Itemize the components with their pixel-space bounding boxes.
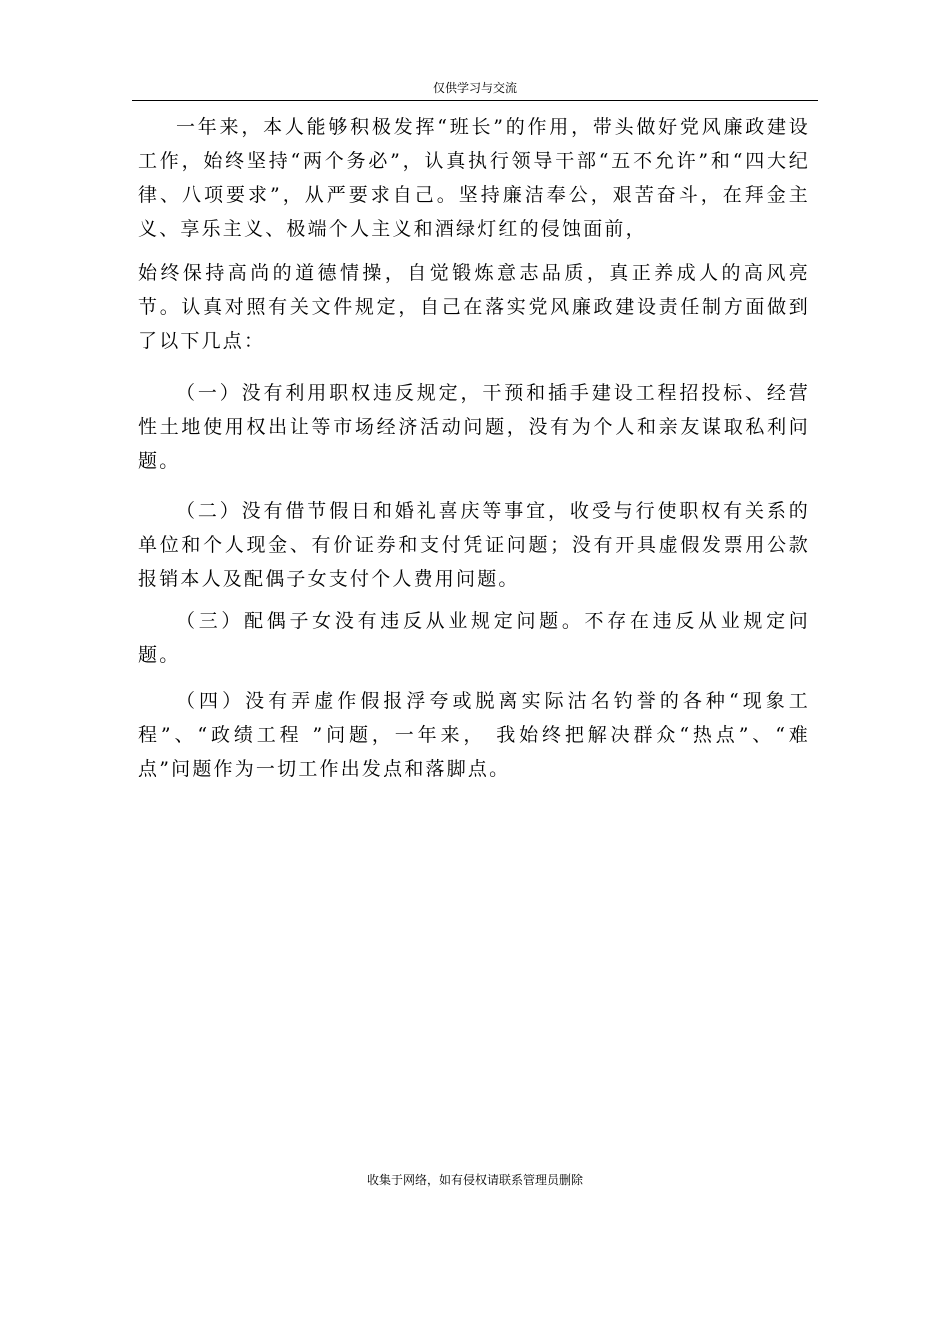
- header-divider: [132, 100, 818, 101]
- document-body: [138, 110, 810, 786]
- paragraph-point-1: （一）没有利用职权违反规定，干预和插手建设工程招投标、经营性土地使用权出让等市场经济活动问题，没有为个人和亲友谋取私利问题。: [138, 382, 810, 472]
- paragraph-point-2: （二）没有借节假日和婚礼喜庆等事宜，收受与行使职权有关系的单位和个人现金、有价证券和支付凭证问题；没有开具虚假发票用公款报销本人及配偶子女支付个人费用问题。: [138, 500, 810, 590]
- paragraph-point-4: （四）没有弄虚作假报浮夸或脱离实际沽名钓誉的各种“现象工程”、“政绩工程 ”问题，一年来， 我始终把解决群众“热点”、“难点”问题作为一切工作出发点和落脚点。: [138, 690, 810, 780]
- page-footer: 收集于网络，如有侵权请联系管理员删除: [366, 1173, 583, 1187]
- paragraph-point-3: （三）配偶子女没有违反从业规定问题。不存在违反从业规定问题。: [138, 610, 810, 666]
- paragraph-intro: 一年来，本人能够积极发挥“班长”的作用，带头做好党风廉政建设工作，始终坚持“两个务必”，认真执行领导干部“五不允许”和“四大纪律、八项要求”，从严要求自己。坚持廉洁奉公，艰苦奋斗，在拜金主义、享乐主义、极端个人主义和酒绿灯红的侵蚀面前，: [138, 116, 810, 240]
- paragraph-intro-continued: 始终保持高尚的道德情操，自觉锻炼意志品质，真正养成人的高风亮节。认真对照有关文件规定，自己在落实党风廉政建设责任制方面做到了以下几点：: [138, 262, 810, 352]
- page-header: 仅供学习与交流: [432, 81, 517, 95]
